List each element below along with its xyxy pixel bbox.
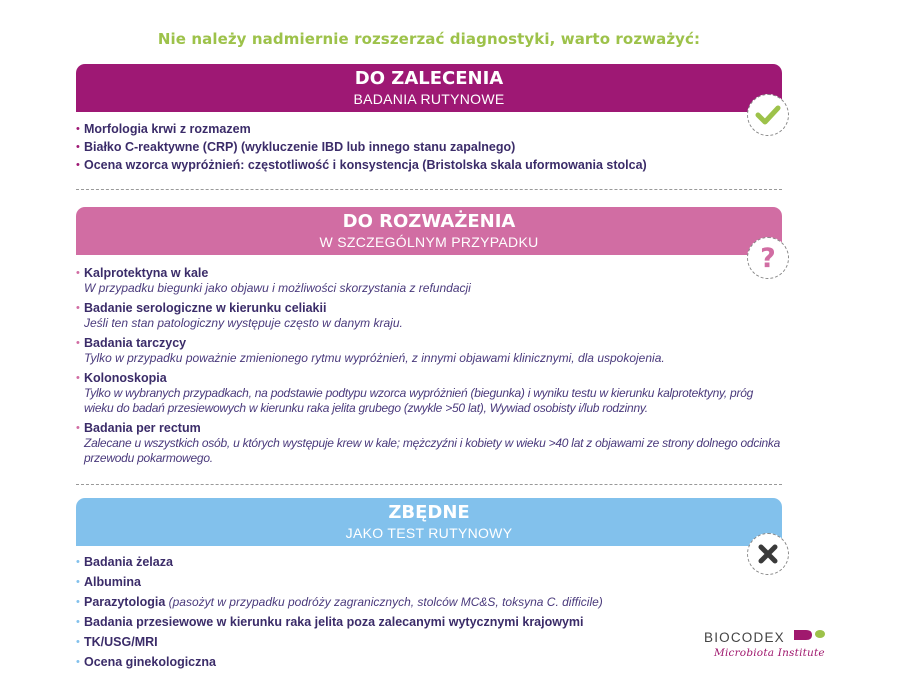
section-header [76, 207, 782, 274]
list-item: • Morfologia krwi z rozmazem [76, 122, 251, 136]
section-subheading: JAKO TEST RUTYNOWY [345, 525, 513, 541]
item-list [76, 266, 782, 466]
section-heading: DO ZALECENIA [354, 68, 504, 89]
section-subheading: BADANIA RUTYNOWE [353, 91, 505, 107]
list-item: • Parazytologia (pasożyt w przypadku podróży zagranicznych, stolców MC&S, toksyna C. difficile) [76, 595, 603, 609]
section-consider [76, 207, 782, 466]
section-recommended [76, 64, 782, 173]
list-item: • Badanie serologiczne w kierunku celiakii Jeśli ten stan patologiczny występuje często w danym kraju. [76, 301, 403, 330]
divider [76, 484, 782, 485]
list-item: • Ocena ginekologiczna [76, 655, 216, 669]
list-item: • Kolonoskopia Tylko w wybranych przypadkach, na podstawie podtypu wzorca wypróżnień (biegunka) i wyniku testu w kierunku kalprotektyny, próg wieku do badań przesiewowych w kierunku raka jelita grubego (zwykle >50 lat), Wywiad osobisty i/lub rodzinny. [76, 371, 754, 415]
logo-brand: BIOCODEX [704, 630, 785, 645]
item-list [76, 122, 782, 173]
list-item: • Białko C-reaktywne (CRP) (wykluczenie IBD lub innego stanu zapalnego) [76, 140, 516, 154]
divider [76, 189, 782, 190]
biocodex-logo [704, 630, 829, 666]
page-title: Nie należy nadmiernie rozszerzać diagnostyki, warto rozważyć: [157, 30, 701, 48]
list-item: • Ocena wzorca wypróżnień: częstotliwość i konsystencja (Bristolska skala uformowania stolca) [76, 158, 647, 172]
list-item: • Kalprotektyna w kale W przypadku biegunki jako objawu i możliwości skorzystania z refundacji [76, 266, 471, 295]
list-item: • Badania przesiewowe w kierunku raka jelita poza zalecanymi wytycznymi krajowymi [76, 615, 584, 629]
section-header [76, 498, 782, 546]
list-item: • TK/USG/MRI [76, 635, 158, 649]
section-unnecessary [76, 498, 782, 670]
list-item: • Badania per rectum Zalecane u wszystkich osób, u których występuje krew w kale; mężczyźni i kobiety w wieku >40 lat z objawami ze strony dolnego odcinka przewodu pokarmowego. [76, 421, 781, 465]
item-list [76, 555, 782, 670]
list-item: • Badania żelaza [76, 555, 173, 569]
section-heading: ZBĘDNE [388, 502, 470, 523]
section-subheading: W SZCZEGÓLNYM PRZYPADKU [319, 234, 539, 250]
section-header [76, 64, 782, 112]
list-item: • Albumina [76, 575, 141, 589]
section-heading: DO ROZWAŻENIA [342, 211, 516, 232]
logo-mark-icon [792, 628, 826, 642]
logo-tagline: Microbiota Institute [714, 647, 825, 659]
question-icon: ? [760, 242, 776, 274]
list-item: • Badania tarczycy Tylko w przypadku poważnie zmienionego rytmu wypróżnień, z innymi objawami klinicznymi, dla uspokojenia. [76, 336, 665, 365]
